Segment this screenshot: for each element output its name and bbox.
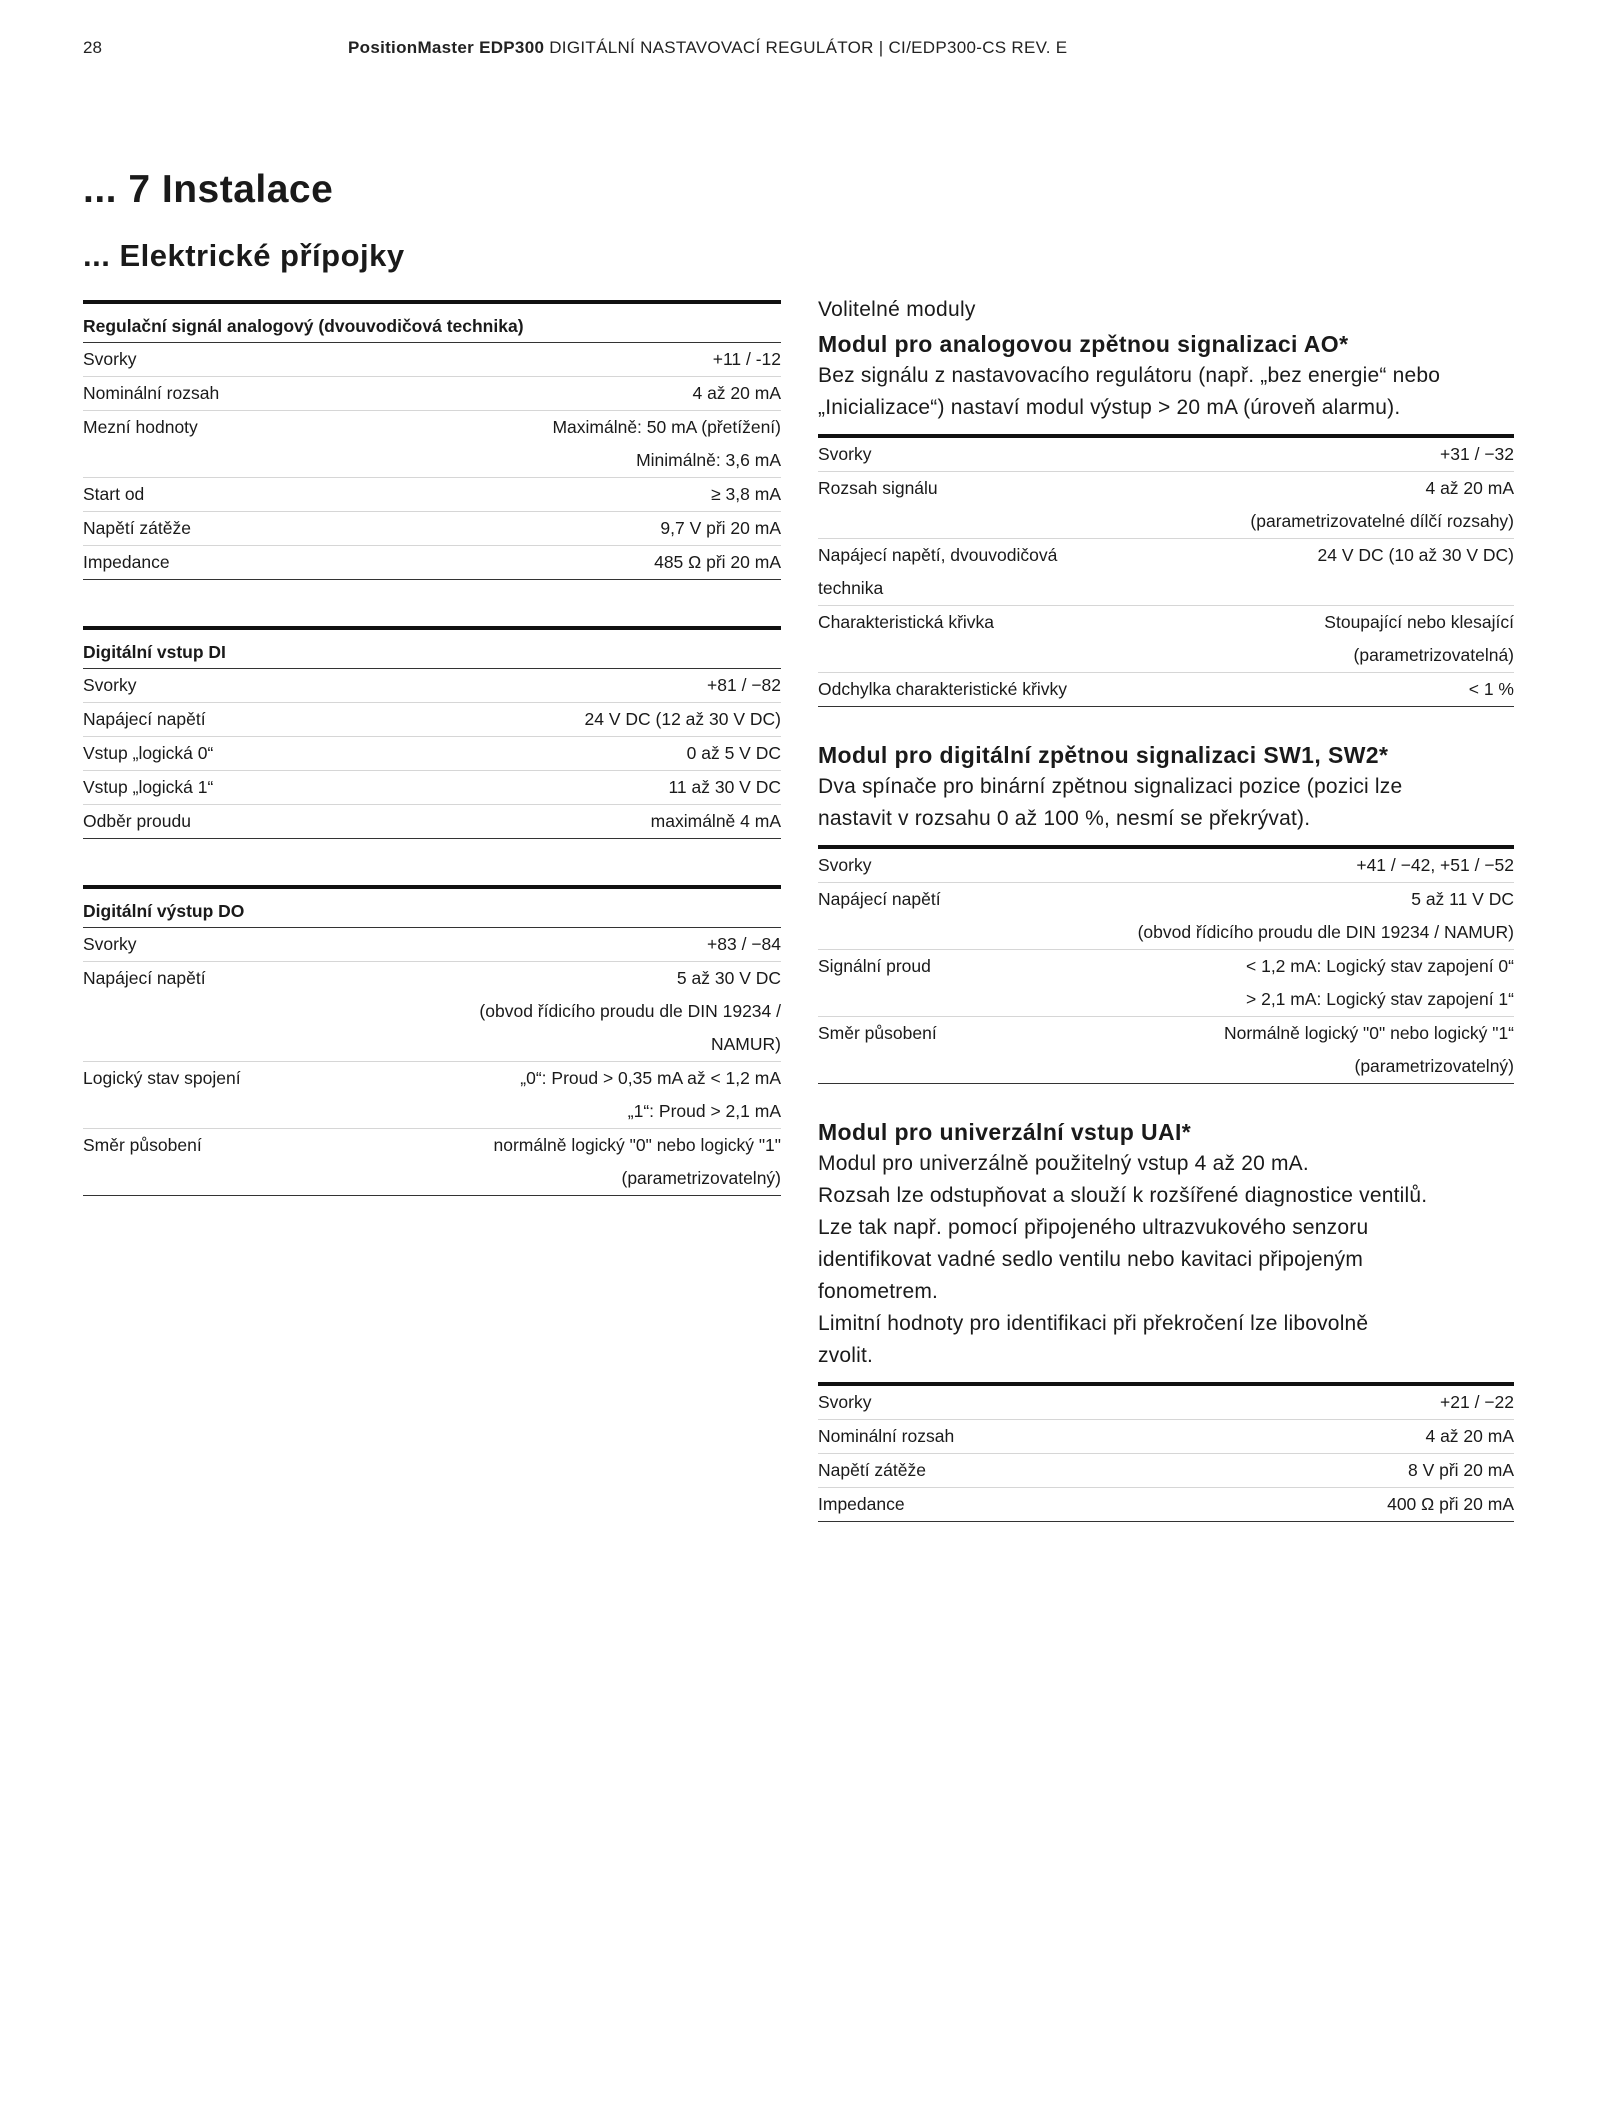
row-label-cell (818, 883, 1131, 950)
row-label-cell (83, 805, 397, 839)
row-value-cell (1131, 436, 1514, 472)
row-label: Mezní hodnoty (83, 417, 198, 437)
spec-table (83, 300, 781, 580)
row-label-cell (818, 606, 1131, 673)
row-value: 400 Ω při 20 mA (1387, 1494, 1514, 1514)
row-label-cell (818, 539, 1131, 606)
row-value-cell (1131, 1384, 1514, 1420)
row-value-cell (397, 805, 781, 839)
table-row (818, 1017, 1514, 1084)
row-value: 24 V DC (12 až 30 V DC) (584, 709, 781, 729)
row-label: Směr působení (83, 1135, 202, 1155)
description-line: „Inicializace“) nastaví modul výstup > 20 mA (úroveň alarmu). (818, 396, 1401, 419)
table-row (83, 703, 781, 737)
row-label-cell (83, 771, 397, 805)
row-value: (parametrizovatelné dílčí rozsahy) (1250, 511, 1514, 531)
row-value-cell (397, 546, 781, 580)
row-value-cell (1131, 539, 1514, 606)
table-title: Regulační signál analogový (dvouvodičová technika) (83, 302, 781, 343)
row-label-cell (83, 669, 397, 703)
row-value-cell (397, 1129, 781, 1196)
left-column (83, 300, 781, 1196)
row-value: 5 až 11 V DC (1411, 889, 1514, 909)
row-value: +41 / −42, +51 / −52 (1356, 855, 1514, 875)
row-label-cell (818, 1420, 1131, 1454)
row-value: 11 až 30 V DC (668, 777, 781, 797)
module-spacer (818, 1084, 1514, 1116)
table-row (83, 1062, 781, 1129)
row-label: Odchylka charakteristické křivky (818, 679, 1067, 699)
table-row (83, 737, 781, 771)
spec-table (83, 885, 781, 1196)
table-row (83, 805, 781, 839)
table-row (83, 377, 781, 411)
row-label-cell (83, 737, 397, 771)
row-value: 9,7 V při 20 mA (660, 518, 781, 538)
module-spacer (818, 707, 1514, 739)
table-row (83, 411, 781, 478)
row-value: 5 až 30 V DC (676, 968, 781, 988)
row-label-cell (83, 377, 397, 411)
document-subtitle: DIGITÁLNÍ NASTAVOVACÍ REGULÁTOR | CI/EDP300-CS REV. E (549, 38, 1068, 57)
row-value: +11 / -12 (712, 349, 781, 369)
row-value: Maximálně: 50 mA (přetížení) (552, 417, 781, 437)
row-value-cell (1131, 606, 1514, 673)
row-label-cell (83, 1129, 397, 1196)
row-label: Napětí zátěže (83, 518, 191, 538)
row-label: Svorky (818, 444, 872, 464)
row-value-cell (1131, 673, 1514, 707)
row-value-cell (397, 512, 781, 546)
table-row (818, 1384, 1514, 1420)
row-label: Logický stav spojení (83, 1068, 241, 1088)
chapter-title: ... 7 Instalace (83, 168, 334, 211)
table-row (83, 962, 781, 1062)
row-value-cell (397, 928, 781, 962)
table-row (818, 606, 1514, 673)
spec-table (83, 626, 781, 839)
description-line: Rozsah lze odstupňovat a slouží k rozšířené diagnostice ventilů. (818, 1184, 1428, 1207)
row-value-cell (1131, 472, 1514, 539)
row-label: Nominální rozsah (818, 1426, 955, 1446)
document-title (348, 38, 1067, 58)
row-value-cell (397, 737, 781, 771)
spec-table (818, 1382, 1514, 1522)
row-value-cell (1131, 847, 1514, 883)
row-value-cell (397, 1062, 781, 1129)
row-label: Svorky (83, 934, 137, 954)
row-value-cell (397, 962, 781, 1062)
table-title: Digitální vstup DI (83, 628, 781, 669)
row-label-cell (818, 472, 1131, 539)
row-label: Napětí zátěže (818, 1460, 926, 1480)
description-line: Bez signálu z nastavovacího regulátoru (např. „bez energie“ nebo (818, 364, 1441, 387)
row-label: technika (818, 578, 884, 598)
description-line: Modul pro univerzálně použitelný vstup 4 až 20 mA. (818, 1152, 1309, 1175)
row-value: (parametrizovatelný) (621, 1168, 781, 1188)
row-label: Napájecí napětí (83, 709, 206, 729)
row-value: +31 / −32 (1440, 444, 1514, 464)
table-row (818, 673, 1514, 707)
section-title: ... Elektrické přípojky (83, 238, 405, 273)
row-label: Vstup „logická 0“ (83, 743, 214, 763)
row-label: Impedance (83, 552, 170, 572)
row-value-cell (397, 478, 781, 512)
table-row (83, 343, 781, 377)
row-value: +21 / −22 (1440, 1392, 1514, 1412)
row-value-cell (397, 771, 781, 805)
table-row (83, 771, 781, 805)
row-label-cell (83, 478, 397, 512)
description-line: Dva spínače pro binární zpětnou signalizaci pozice (pozici lze (818, 775, 1403, 798)
row-label-cell (83, 962, 397, 1062)
row-label: Nominální rozsah (83, 383, 220, 403)
table-row (818, 1420, 1514, 1454)
row-value-cell (1131, 1488, 1514, 1522)
row-value: NAMUR) (711, 1034, 781, 1054)
row-value: Minimálně: 3,6 mA (636, 450, 781, 470)
row-label: Svorky (818, 855, 872, 875)
row-label-cell (83, 1062, 397, 1129)
row-label: Start od (83, 484, 145, 504)
row-value-cell (397, 377, 781, 411)
row-label: Charakteristická křivka (818, 612, 995, 632)
row-value: 24 V DC (10 až 30 V DC) (1317, 545, 1514, 565)
row-value: Stoupající nebo klesající (1324, 612, 1514, 632)
row-value: 4 až 20 mA (1425, 1426, 1514, 1446)
row-value: < 1 % (1468, 679, 1514, 699)
row-value: normálně logický "0" nebo logický "1" (493, 1135, 781, 1155)
product-name: PositionMaster EDP300 (348, 38, 545, 57)
row-label-cell (83, 928, 397, 962)
row-value: +81 / −82 (707, 675, 781, 695)
description-line: nastavit v rozsahu 0 až 100 %, nesmí se překrývat). (818, 807, 1311, 830)
row-value-cell (1131, 1420, 1514, 1454)
table-spacer (83, 839, 781, 885)
row-value-cell (397, 411, 781, 478)
row-value-cell (1131, 1017, 1514, 1084)
row-label-cell (83, 343, 397, 377)
table-row (818, 883, 1514, 950)
row-label: Napájecí napětí (818, 889, 941, 909)
row-value: ≥ 3,8 mA (711, 484, 781, 504)
row-label-cell (818, 950, 1131, 1017)
row-value-cell (397, 343, 781, 377)
row-label-cell (83, 411, 397, 478)
row-value: 0 až 5 V DC (686, 743, 781, 763)
row-value: maximálně 4 mA (650, 811, 781, 831)
table-row (818, 1454, 1514, 1488)
row-label-cell (83, 546, 397, 580)
row-label: Svorky (818, 1392, 872, 1412)
row-value: „1“: Proud > 2,1 mA (627, 1101, 781, 1121)
row-value-cell (1131, 950, 1514, 1017)
module-description (818, 360, 1514, 424)
table-title: Digitální výstup DO (83, 887, 781, 928)
row-label: Svorky (83, 675, 137, 695)
optional-modules-label: Volitelné moduly (818, 298, 976, 321)
page-number: 28 (83, 38, 102, 57)
module-title: Modul pro univerzální vstup UAI* (818, 1119, 1192, 1145)
module-title: Modul pro digitální zpětnou signalizaci SW1, SW2* (818, 742, 1389, 768)
row-value: > 2,1 mA: Logický stav zapojení 1“ (1246, 989, 1514, 1009)
row-value: < 1,2 mA: Logický stav zapojení 0“ (1246, 956, 1514, 976)
table-row (818, 847, 1514, 883)
row-label-cell (818, 673, 1131, 707)
table-row (83, 669, 781, 703)
right-column (818, 298, 1514, 1522)
table-row (818, 539, 1514, 606)
table-row (83, 928, 781, 962)
description-line: fonometrem. (818, 1280, 939, 1303)
row-value-cell (397, 703, 781, 737)
row-label-cell (818, 1017, 1131, 1084)
module-description (818, 771, 1514, 835)
row-label: Signální proud (818, 956, 931, 976)
table-row (83, 512, 781, 546)
table-row (83, 546, 781, 580)
row-value: 4 až 20 mA (692, 383, 781, 403)
description-line: identifikovat vadné sedlo ventilu nebo kavitaci připojeným (818, 1248, 1364, 1271)
row-value: (obvod řídicího proudu dle DIN 19234 / (479, 1001, 781, 1021)
row-label-cell (818, 1488, 1131, 1522)
row-label: Odběr proudu (83, 811, 191, 831)
row-label-cell (818, 1454, 1131, 1488)
row-value-cell (397, 669, 781, 703)
row-label: Vstup „logická 1“ (83, 777, 214, 797)
description-line: Lze tak např. pomocí připojeného ultrazvukového senzoru (818, 1216, 1369, 1239)
row-value: (obvod řídicího proudu dle DIN 19234 / NAMUR) (1137, 922, 1514, 942)
row-value-cell (1131, 883, 1514, 950)
spec-table (818, 434, 1514, 707)
row-value: +83 / −84 (707, 934, 781, 954)
table-row (818, 436, 1514, 472)
row-label-cell (818, 847, 1131, 883)
row-label-cell (818, 436, 1131, 472)
module-description (818, 1148, 1514, 1372)
module-title: Modul pro analogovou zpětnou signalizaci AO* (818, 331, 1349, 357)
row-label: Směr působení (818, 1023, 937, 1043)
table-spacer (83, 580, 781, 626)
table-row (83, 478, 781, 512)
table-row (83, 1129, 781, 1196)
row-label: Rozsah signálu (818, 478, 938, 498)
spec-table (818, 845, 1514, 1084)
row-label-cell (83, 703, 397, 737)
row-value: (parametrizovatelný) (1354, 1056, 1514, 1076)
row-label: Napájecí napětí, dvouvodičová (818, 545, 1058, 565)
row-value-cell (1131, 1454, 1514, 1488)
row-value: „0“: Proud > 0,35 mA až < 1,2 mA (520, 1068, 781, 1088)
row-value: 485 Ω při 20 mA (654, 552, 781, 572)
row-label: Napájecí napětí (83, 968, 206, 988)
table-row (818, 472, 1514, 539)
row-label: Svorky (83, 349, 137, 369)
row-value: (parametrizovatelná) (1353, 645, 1514, 665)
row-value: 8 V při 20 mA (1407, 1460, 1514, 1480)
table-row (818, 950, 1514, 1017)
row-label-cell (83, 512, 397, 546)
row-label: Impedance (818, 1494, 905, 1514)
description-line: Limitní hodnoty pro identifikaci při překročení lze libovolně (818, 1312, 1369, 1335)
row-label-cell (818, 1384, 1131, 1420)
table-row (818, 1488, 1514, 1522)
row-value: 4 až 20 mA (1425, 478, 1514, 498)
row-value: Normálně logický "0" nebo logický "1“ (1223, 1023, 1514, 1043)
description-line: zvolit. (818, 1344, 874, 1367)
